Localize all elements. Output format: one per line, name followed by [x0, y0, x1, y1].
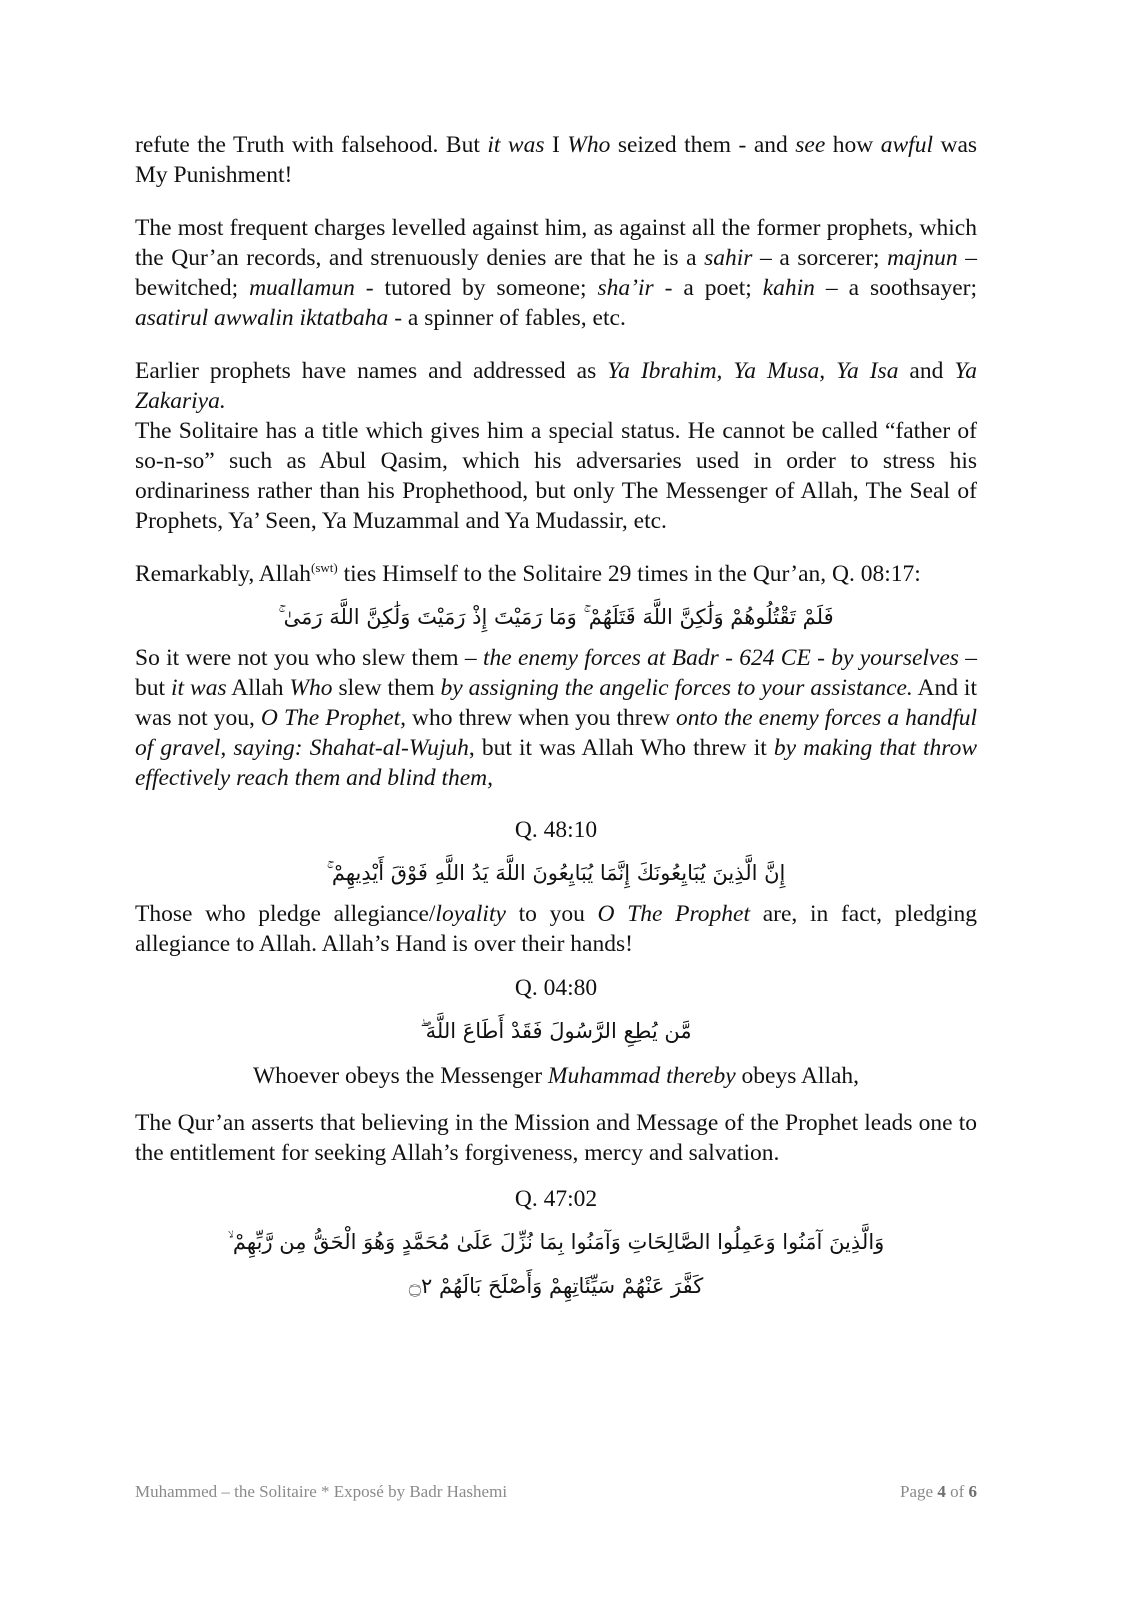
- italic-text: onto the enemy forces a handful of gravel, saying: Shahat-al-Wujuh: [135, 705, 977, 761]
- text: – a soothsayer;: [814, 275, 977, 301]
- paragraph-1: [135, 130, 977, 190]
- superscript: (swt): [311, 560, 338, 575]
- text: Those who pledge allegiance/: [135, 901, 436, 927]
- text: Page: [900, 1482, 934, 1501]
- text: - a poet;: [653, 275, 763, 301]
- text: , but it was Allah Who threw it: [468, 735, 774, 761]
- text: - tutored by someone;: [354, 275, 598, 301]
- text: Remarkably, Allah: [135, 561, 311, 587]
- text: Earlier prophets have names and addressed as: [135, 358, 608, 384]
- text: of: [950, 1482, 965, 1501]
- italic-text: by assigning the angelic forces to your assistance.: [440, 675, 913, 701]
- italic-text: by making that throw effectively reach them and blind them,: [135, 735, 977, 791]
- verse-reference: Q. 04:80: [514, 975, 598, 1001]
- footer-title: Muhammed – the Solitaire * Exposé by Badr Hashemi: [135, 1482, 508, 1501]
- text: how: [825, 132, 881, 158]
- italic-text: Muhammad thereby: [547, 1063, 736, 1089]
- page-number: [900, 1482, 977, 1502]
- arabic-verse-4-line-2: كَفَّرَ عَنْهُمْ سَيِّئَاتِهِمْ وَأَصْلَحَ بَالَهُمْ ۝٢: [408, 1274, 704, 1298]
- text: And it was not you,: [135, 675, 977, 731]
- italic-text: the enemy forces at Badr - 624 CE - by yourselves: [482, 645, 959, 671]
- paragraph-7: [135, 899, 977, 959]
- paragraph-2: [135, 213, 977, 333]
- text: and: [898, 358, 955, 384]
- arabic-verse-3: مَّن يُطِعِ الرَّسُولَ فَقَدْ أَطَاعَ اللَّهَ ۖ: [420, 1019, 692, 1043]
- text: So it were not you who slew them –: [135, 645, 483, 671]
- text: was My Punishment!: [135, 132, 978, 188]
- arabic-verse-2: إِنَّ الَّذِينَ يُبَايِعُونَكَ إِنَّمَا يُبَايِعُونَ اللَّهَ يَدُ اللَّهِ فَوْقَ أَيْدِيهِمْ ۚ: [326, 861, 786, 885]
- italic-text: asatirul awwalin iktatbaha: [135, 305, 389, 331]
- paragraph-5: [135, 559, 977, 589]
- text: Whoever obeys the Messenger: [252, 1063, 548, 1089]
- text: obeys Allah,: [735, 1063, 860, 1089]
- text: ties Himself to the Solitaire 29 times in the Qur’an, Q. 08:17:: [337, 561, 921, 587]
- italic-text: muallamun: [249, 275, 355, 301]
- verse-reference: Q. 48:10: [514, 817, 598, 843]
- italic-text: O The Prophet: [597, 901, 751, 927]
- paragraph-4: The Solitaire has a title which gives him a special status. He cannot be called “father of so-n-so” such as Abul Qasim, which his adversaries used in order to stress his ordinariness rather than his Prophethood, but only The Messenger of Allah, The Seal of Prophets, Ya’ Seen, Ya Muzammal and Ya Mudassir, etc.: [135, 418, 977, 534]
- italic-text: Ya Ibrahim, Ya Musa, Ya Isa: [607, 358, 899, 384]
- italic-text: sahir: [704, 245, 753, 271]
- text: Allah: [226, 675, 290, 701]
- italic-text: it was: [487, 132, 545, 158]
- italic-text: loyality: [435, 901, 506, 927]
- italic-text: awful: [880, 132, 933, 158]
- italic-text: O The Prophet,: [260, 705, 406, 731]
- italic-text: kahin: [762, 275, 815, 301]
- text: who threw when you threw: [405, 705, 677, 731]
- italic-text: sha’ir: [597, 275, 654, 301]
- text: seized them - and: [610, 132, 796, 158]
- italic-text: it was: [171, 675, 227, 701]
- total-pages: 6: [968, 1482, 977, 1501]
- page-body: [135, 130, 977, 1312]
- italic-text: Ya Zakariya.: [135, 358, 977, 414]
- text: slew them: [332, 675, 441, 701]
- arabic-verse-4-line-1: وَالَّذِينَ آمَنُوا وَعَمِلُوا الصَّالِحَاتِ وَآمَنُوا بِمَا نُزِّلَ عَلَىٰ مُحَمَّدٍ وَهُوَ الْحَقُّ مِن رَّبِّهِمْ ۙ: [227, 1230, 885, 1254]
- italic-text: Who: [567, 132, 611, 158]
- paragraph-8: [135, 1061, 977, 1091]
- text: I: [544, 132, 568, 158]
- paragraph-6: [135, 643, 977, 793]
- text: are, in fact, pledging allegiance to Allah. Allah’s Hand is over their hands!: [135, 901, 977, 957]
- current-page: 4: [937, 1482, 946, 1501]
- verse-reference: Q. 47:02: [514, 1186, 598, 1212]
- paragraph-9: The Qur’an asserts that believing in the Mission and Message of the Prophet leads one to the entitlement for seeking Allah’s forgiveness, mercy and salvation.: [135, 1110, 977, 1166]
- paragraph-3: [135, 356, 977, 416]
- italic-text: Who: [289, 675, 333, 701]
- italic-text: see: [795, 132, 826, 158]
- text: - a spinner of fables, etc.: [388, 305, 626, 331]
- text: refute the Truth with falsehood. But: [135, 132, 488, 158]
- page-footer: [135, 1482, 977, 1502]
- text: – bewitched;: [135, 245, 978, 301]
- text: The most frequent charges levelled against him, as against all the former prophets, which the Qur’an records, and strenuously denies are that he is a: [135, 215, 977, 271]
- text: to you: [505, 901, 598, 927]
- arabic-verse-1: فَلَمْ تَقْتُلُوهُمْ وَلَٰكِنَّ اللَّهَ قَتَلَهُمْ ۚ وَمَا رَمَيْتَ إِذْ رَمَيْتَ وَلَٰكِنَّ اللَّهَ رَمَىٰ ۚ: [278, 605, 834, 629]
- text: – a sorcerer;: [752, 245, 888, 271]
- text: – but: [135, 645, 978, 701]
- italic-text: majnun: [887, 245, 958, 271]
